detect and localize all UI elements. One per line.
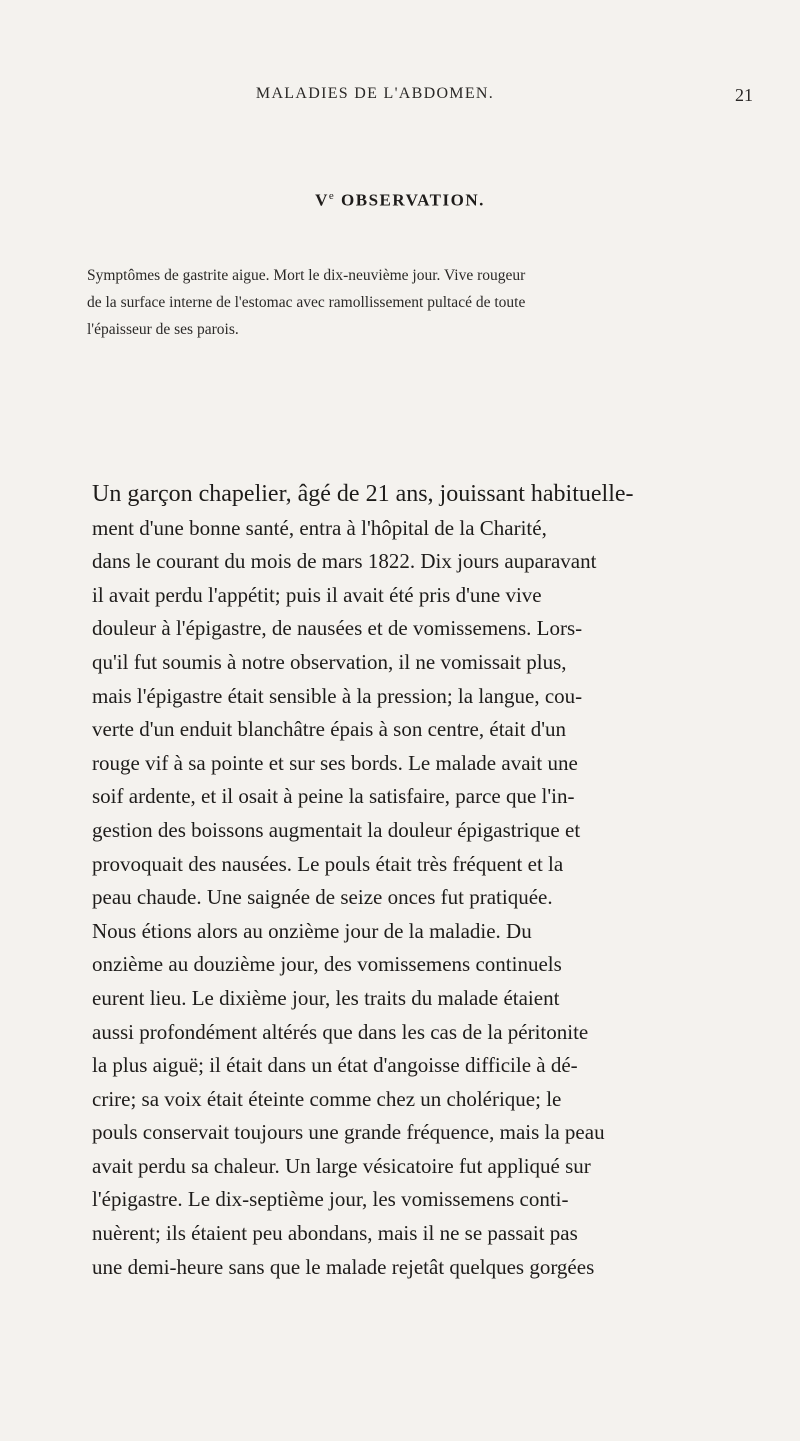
observation-body bbox=[92, 478, 792, 1284]
body-line: il avait perdu l'appétit; puis il avait été pris d'une vive bbox=[92, 582, 542, 607]
body-line: soif ardente, et il osait à peine la satisfaire, parce que l'in- bbox=[92, 784, 575, 809]
body-line: pouls conservait toujours une grande fréquence, mais la peau bbox=[92, 1120, 605, 1145]
body-line: dans le courant du mois de mars 1822. Dix jours auparavant bbox=[92, 549, 597, 574]
running-head bbox=[0, 85, 800, 125]
body-line: mais l'épigastre était sensible à la pression; la langue, cou- bbox=[92, 683, 583, 708]
body-line: avait perdu sa chaleur. Un large vésicatoire fut appliqué sur bbox=[92, 1153, 591, 1178]
observation-heading bbox=[0, 190, 800, 211]
observation-number: V bbox=[315, 190, 329, 210]
body-line: Nous étions alors au onzième jour de la maladie. Du bbox=[92, 918, 532, 943]
body-line: douleur à l'épigastre, de nausées et de vomissemens. Lors- bbox=[92, 616, 583, 641]
body-line: verte d'un enduit blanchâtre épais à son centre, était d'un bbox=[92, 717, 567, 742]
body-line: ment d'une bonne santé, entra à l'hôpital de la Charité, bbox=[92, 515, 547, 540]
page-number: 21 bbox=[735, 85, 753, 105]
summary-line: l'épaisseur de ses parois. bbox=[87, 321, 239, 338]
body-line: nuèrent; ils étaient peu abondans, mais il ne se passait pas bbox=[92, 1221, 578, 1246]
body-line: gestion des boissons augmentait la douleur épigastrique et bbox=[92, 817, 581, 842]
body-line: peau chaude. Une saignée de seize onces fut pratiquée. bbox=[92, 885, 553, 910]
body-line: rouge vif à sa pointe et sur ses bords. Le malade avait une bbox=[92, 750, 578, 775]
running-title: MALADIES DE L'ABDOMEN. bbox=[255, 85, 495, 102]
observation-summary bbox=[87, 262, 787, 343]
observation-number-sup: e bbox=[328, 190, 336, 202]
body-line: eurent lieu. Le dixième jour, les traits du malade étaient bbox=[92, 985, 560, 1010]
body-line: la plus aiguë; il était dans un état d'angoisse difficile à dé- bbox=[92, 1053, 578, 1078]
body-line: provoquait des nausées. Le pouls était très fréquent et la bbox=[92, 851, 564, 876]
body-line: crire; sa voix était éteinte comme chez un cholérique; le bbox=[92, 1086, 562, 1111]
body-line: aussi profondément altérés que dans les cas de la péritonite bbox=[92, 1019, 589, 1044]
observation-label: OBSERVATION. bbox=[341, 190, 485, 210]
body-line: onzième au douzième jour, des vomissemens continuels bbox=[92, 952, 562, 977]
body-line: Un garçon chapelier, âgé de 21 ans, jouissant habituelle- bbox=[92, 481, 634, 507]
summary-line: Symptômes de gastrite aigue. Mort le dix-neuvième jour. Vive rougeur bbox=[87, 267, 526, 284]
body-line: qu'il fut soumis à notre observation, il ne vomissait plus, bbox=[92, 649, 567, 674]
body-line: l'épigastre. Le dix-septième jour, les vomissemens conti- bbox=[92, 1187, 569, 1212]
body-line: une demi-heure sans que le malade rejetât quelques gorgées bbox=[92, 1254, 595, 1279]
summary-line: de la surface interne de l'estomac avec ramollissement pultacé de toute bbox=[87, 294, 526, 311]
